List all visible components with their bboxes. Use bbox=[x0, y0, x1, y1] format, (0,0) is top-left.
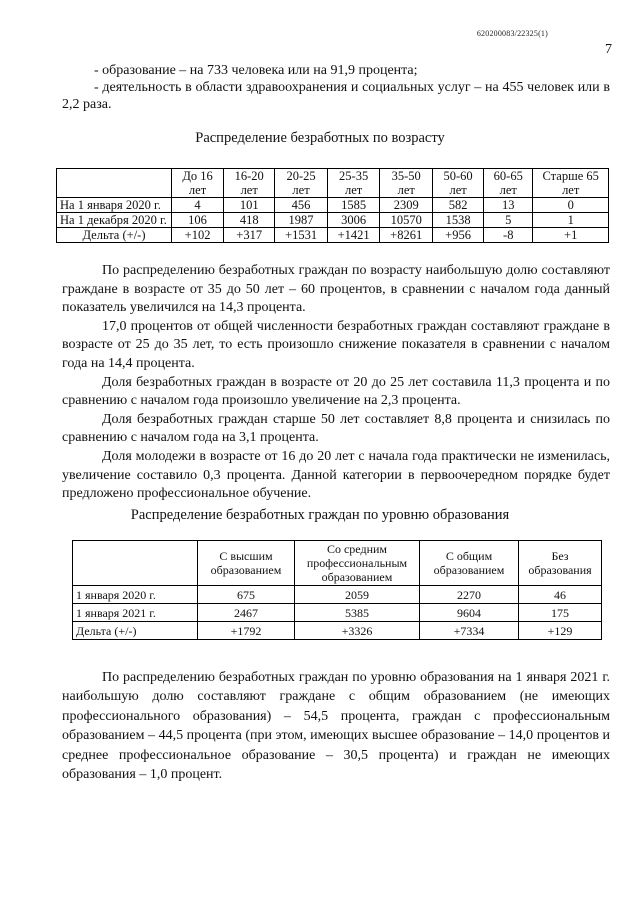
paragraph: Доля безработных граждан старше 50 лет составляет 8,8 процента и снизилась по сравнению с началом года на 3,1 процента. bbox=[62, 411, 610, 446]
row-label: На 1 января 2020 г. bbox=[57, 198, 172, 213]
bullet-list bbox=[62, 62, 610, 113]
table-cell: +1 bbox=[533, 228, 609, 243]
table-cell: +102 bbox=[172, 228, 224, 243]
table-row bbox=[57, 198, 609, 213]
table-cell: -8 bbox=[484, 228, 533, 243]
table-cell: 13 bbox=[484, 198, 533, 213]
table-cell: 46 bbox=[519, 586, 602, 604]
paragraph: 17,0 процентов от общей численности безработных граждан составляют граждане в возрасте от 25 до 35 лет, то есть произошло снижение показателя в сравнении с началом года на 14,4 процента. bbox=[62, 318, 610, 371]
table-cell: 1585 bbox=[327, 198, 380, 213]
table-header-cell: 35-50 лет bbox=[380, 169, 433, 198]
table-cell: +317 bbox=[224, 228, 275, 243]
table-cell: +8261 bbox=[380, 228, 433, 243]
bullet-item: - образование – на 733 человека или на 91,9 процента; bbox=[94, 63, 418, 78]
table-cell: 106 bbox=[172, 213, 224, 228]
table-header-cell: Без образования bbox=[519, 541, 602, 586]
table-cell: 4 bbox=[172, 198, 224, 213]
table-header-row bbox=[73, 541, 602, 586]
table-row bbox=[73, 604, 602, 622]
table-cell: 1538 bbox=[433, 213, 484, 228]
age-table-title: Распределение безработных по возрасту bbox=[195, 130, 445, 146]
table-header-cell: Со средним профессиональным образованием bbox=[295, 541, 420, 586]
table-cell: 675 bbox=[198, 586, 295, 604]
age-distribution-table bbox=[56, 168, 609, 243]
table-row bbox=[73, 586, 602, 604]
table-cell: 0 bbox=[533, 198, 609, 213]
table-header-cell bbox=[73, 541, 198, 586]
row-label: 1 января 2021 г. bbox=[73, 604, 198, 622]
paragraph: По распределению безработных граждан по возрасту наибольшую долю составляют граждане в возрасте от 35 до 50 лет – 60 процентов, в сравнении с началом года данный показатель увеличился на 14,3 процента. bbox=[62, 263, 610, 316]
document-id: 620200083/22325(1) bbox=[476, 29, 548, 38]
table-row bbox=[57, 213, 609, 228]
table-cell: +1421 bbox=[327, 228, 380, 243]
table-cell: +7334 bbox=[420, 622, 519, 640]
table-cell: +1531 bbox=[275, 228, 328, 243]
table-header-cell: Старше 65 лет bbox=[533, 169, 609, 198]
table-cell: 456 bbox=[275, 198, 328, 213]
table-header-cell: 20-25 лет bbox=[275, 169, 328, 198]
row-label: 1 января 2020 г. bbox=[73, 586, 198, 604]
table-cell: 101 bbox=[224, 198, 275, 213]
table-cell: 418 bbox=[224, 213, 275, 228]
table-cell: 2059 bbox=[295, 586, 420, 604]
table-cell: 5 bbox=[484, 213, 533, 228]
table-header-cell: С общим образованием bbox=[420, 541, 519, 586]
table-header-cell: С высшим образованием bbox=[198, 541, 295, 586]
table-row bbox=[73, 622, 602, 640]
table-cell: 1 bbox=[533, 213, 609, 228]
table-cell: 2309 bbox=[380, 198, 433, 213]
table-cell: 582 bbox=[433, 198, 484, 213]
education-analysis-text bbox=[62, 668, 610, 784]
table-cell: 2270 bbox=[420, 586, 519, 604]
table-header-cell: До 16 лет bbox=[172, 169, 224, 198]
table-cell: 10570 bbox=[380, 213, 433, 228]
paragraph: Доля безработных граждан в возрасте от 20 до 25 лет составила 11,3 процента и по сравнению с началом года произошло увеличение на 2,3 процента. bbox=[62, 374, 610, 409]
row-label: На 1 декабря 2020 г. bbox=[57, 213, 172, 228]
table-cell: 175 bbox=[519, 604, 602, 622]
table-header-cell bbox=[57, 169, 172, 198]
table-header-cell: 60-65 лет bbox=[484, 169, 533, 198]
education-distribution-table bbox=[72, 540, 602, 640]
page-number: 7 bbox=[605, 42, 612, 57]
table-header-cell: 50-60 лет bbox=[433, 169, 484, 198]
table-cell: 5385 bbox=[295, 604, 420, 622]
row-label: Дельта (+/-) bbox=[57, 228, 172, 243]
table-cell: 3006 bbox=[327, 213, 380, 228]
table-header-cell: 25-35 лет bbox=[327, 169, 380, 198]
age-analysis-text bbox=[62, 262, 610, 504]
table-cell: 1987 bbox=[275, 213, 328, 228]
paragraph: Доля молодежи в возрасте от 16 до 20 лет с начала года практически не изменилась, увеличение составило 0,3 процента. Данной категории в первоочередном порядке будет предложено профессиональное обучение. bbox=[62, 448, 610, 502]
table-cell: 2467 bbox=[198, 604, 295, 622]
table-cell: +956 bbox=[433, 228, 484, 243]
table-header-row bbox=[57, 169, 609, 198]
table-cell: +129 bbox=[519, 622, 602, 640]
table-cell: +3326 bbox=[295, 622, 420, 640]
table-header-cell: 16-20 лет bbox=[224, 169, 275, 198]
table-cell: +1792 bbox=[198, 622, 295, 640]
table-cell: 9604 bbox=[420, 604, 519, 622]
table-row bbox=[57, 228, 609, 243]
education-table-title: Распределение безработных граждан по уровню образования bbox=[130, 507, 510, 523]
row-label: Дельта (+/-) bbox=[73, 622, 198, 640]
paragraph: По распределению безработных граждан по уровню образования на 1 января 2021 г. наибольшую долю составляют граждане с общим образованием (не имеющих профессионального образования) – 54,5 процента, граждан с профессиональным образованием – 44,5 процента (при этом, имеющих высшее образование – 14,0 процентов и среднее профессиональное образование – 30,5 процента) и граждан не имеющих образования – 1,0 процент. bbox=[62, 670, 610, 783]
bullet-item: - деятельность в области здравоохранения и социальных услуг – на 455 человек или в 2,2 раза. bbox=[62, 80, 610, 112]
